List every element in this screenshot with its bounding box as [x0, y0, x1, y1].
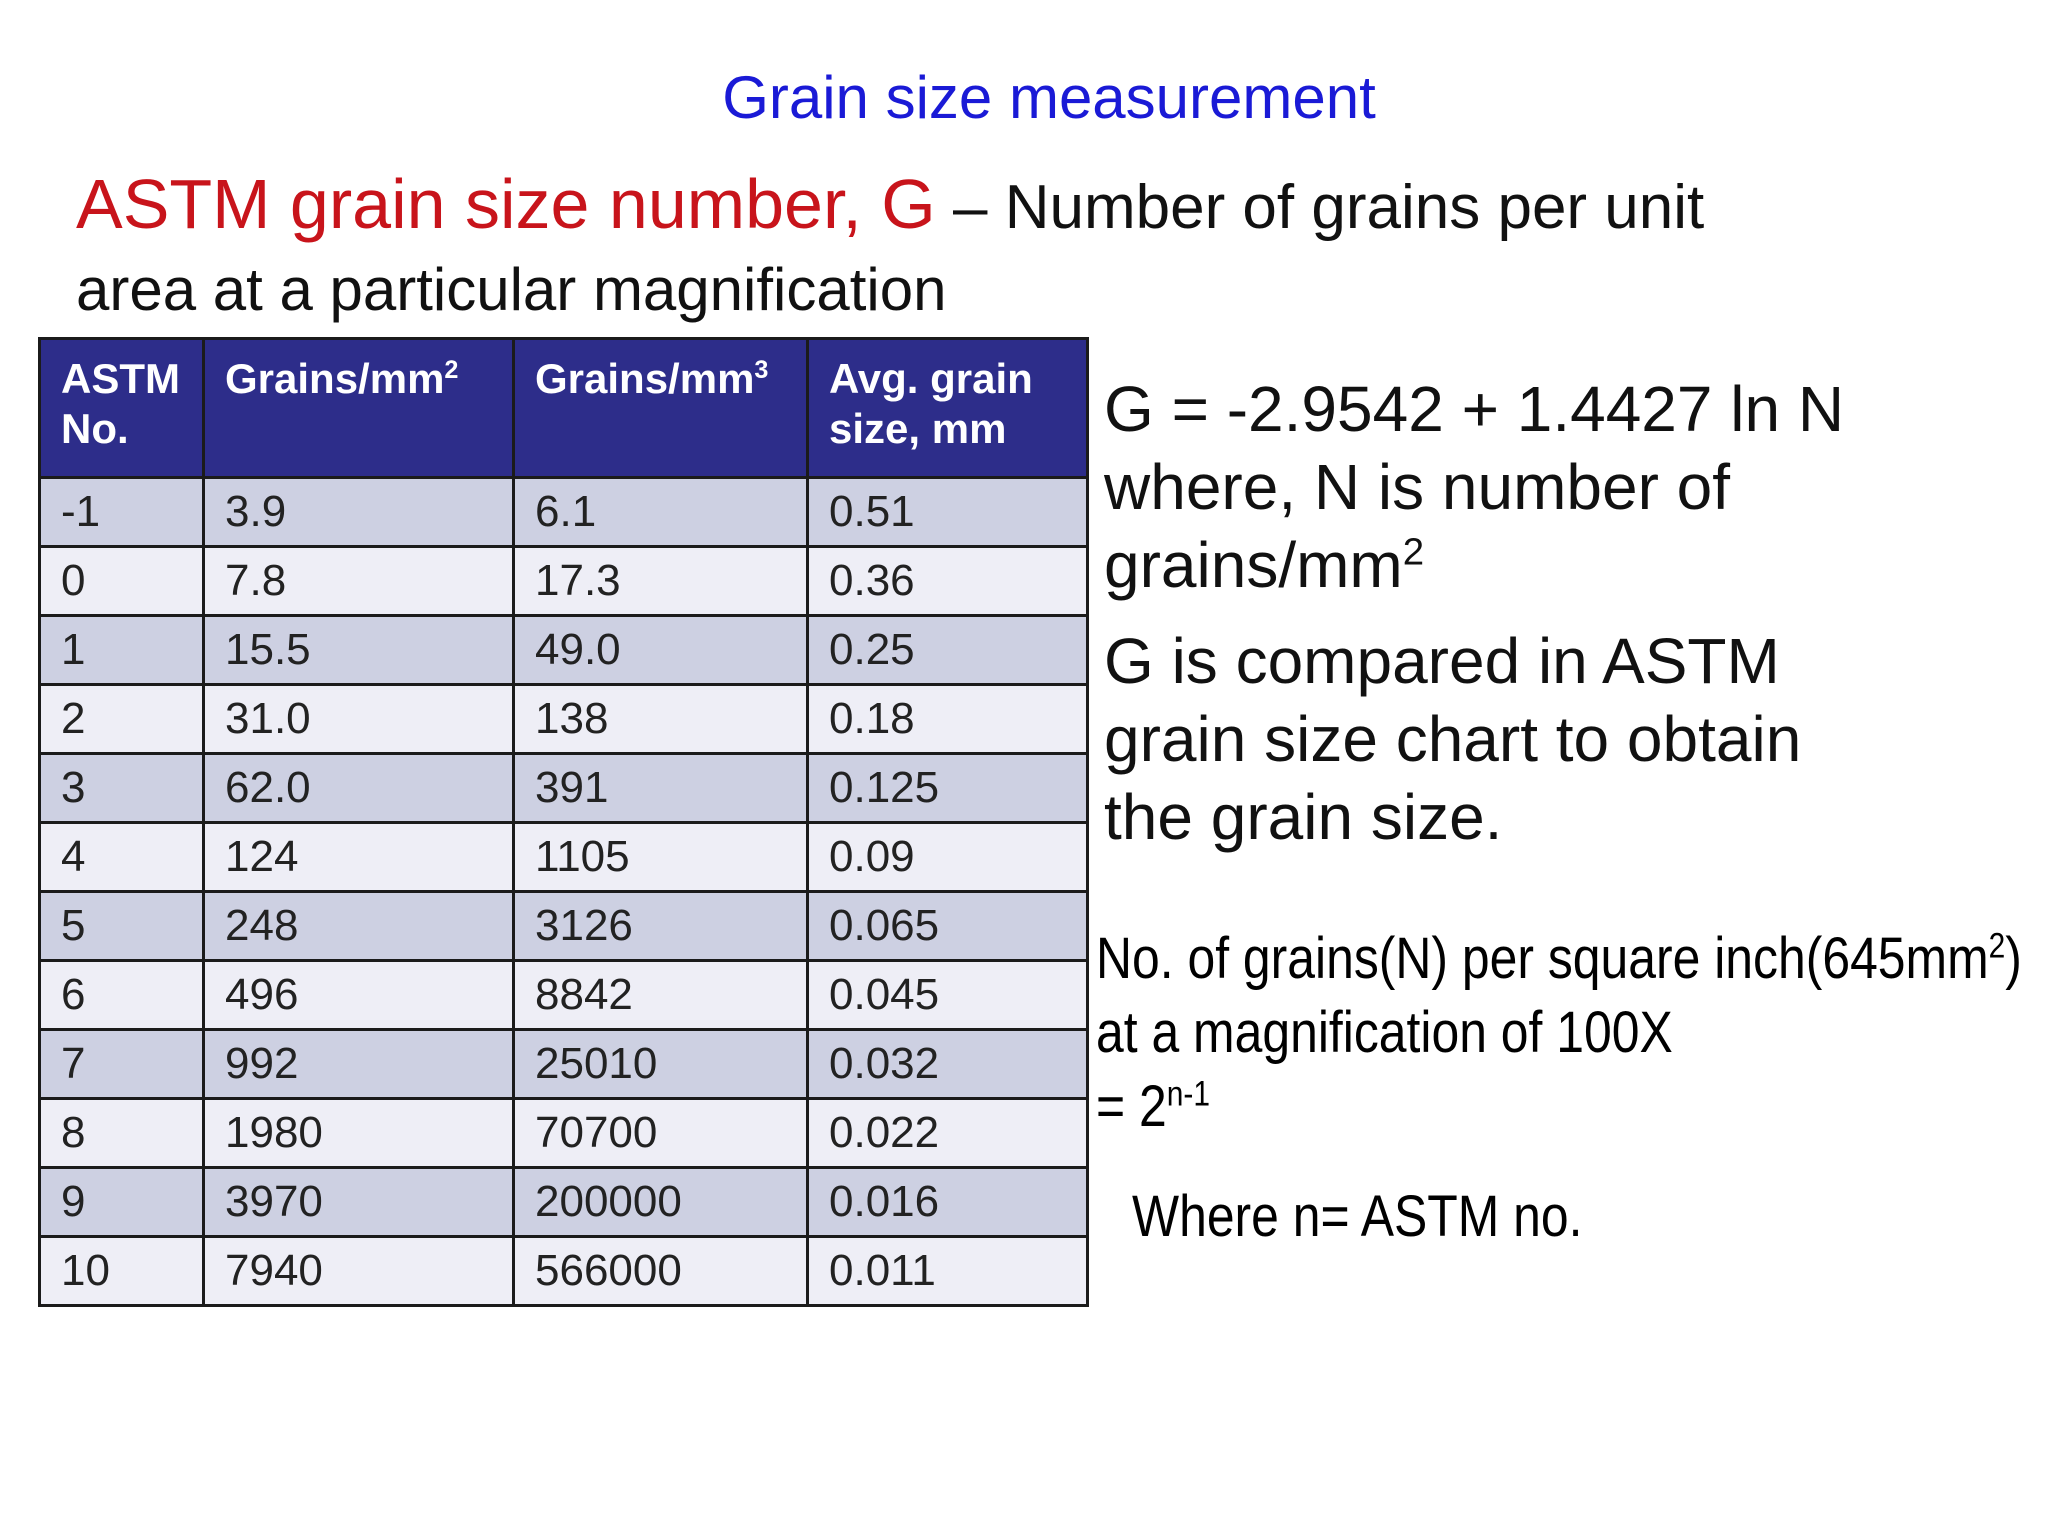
table-cell: 200000 — [514, 1168, 808, 1237]
table-cell: 7940 — [204, 1237, 514, 1306]
table-cell: 0.09 — [808, 823, 1088, 892]
table-cell: 8842 — [514, 961, 808, 1030]
header-grains-per-mm2: Grains/$mm^2$ — [204, 339, 514, 478]
subtitle-rest: – Number of grains per unit — [935, 173, 1705, 242]
grains-per-square-inch-note — [1096, 922, 2022, 1144]
slide-title: Grain size measurement — [722, 64, 1376, 131]
table-cell: 124 — [204, 823, 514, 892]
subtitle — [76, 162, 1976, 330]
compare-line-2: grain size chart to obtain — [1104, 703, 1802, 775]
table-cell: 0.25 — [808, 616, 1088, 685]
table-cell: 9 — [40, 1168, 204, 1237]
table-row — [40, 754, 1088, 823]
note-line-1: No. of grains(N) per square $inch(645mm^2)$ — [1096, 926, 2022, 991]
table-row — [40, 478, 1088, 547]
header-grains-per-mm3: Grains/$mm^3$ — [514, 339, 808, 478]
formula-where: where, N is number of — [1104, 451, 1731, 523]
grain-size-table — [38, 337, 1089, 1307]
table-body — [40, 478, 1088, 1306]
where-n-note: Where n= ASTM no. — [1132, 1184, 1583, 1249]
table-cell: 0.045 — [808, 961, 1088, 1030]
table-cell: 5 — [40, 892, 204, 961]
table-cell: 0.51 — [808, 478, 1088, 547]
header-avg-grain-size: Avg. grain size, mm — [808, 339, 1088, 478]
compare-line-1: G is compared in ASTM — [1104, 625, 1780, 697]
compare-line-3: the grain size. — [1104, 781, 1503, 853]
table-row — [40, 685, 1088, 754]
table-cell: 6 — [40, 961, 204, 1030]
table-cell: 566000 — [514, 1237, 808, 1306]
table-cell: 1105 — [514, 823, 808, 892]
table-row — [40, 892, 1088, 961]
table-cell: 4 — [40, 823, 204, 892]
table-cell: 0.065 — [808, 892, 1088, 961]
table-cell: 0 — [40, 547, 204, 616]
table-cell: 31.0 — [204, 685, 514, 754]
compare-block — [1104, 622, 2004, 856]
formula-unit: grains/$mm^2$ — [1104, 529, 1425, 601]
formula-equation: G = -2.9542 + 1.4427 ln N — [1104, 373, 1845, 445]
table-cell: -1 — [40, 478, 204, 547]
table-cell: 3 — [40, 754, 204, 823]
table-cell: 7 — [40, 1030, 204, 1099]
table-row — [40, 1099, 1088, 1168]
table-cell: 992 — [204, 1030, 514, 1099]
table-cell: 0.016 — [808, 1168, 1088, 1237]
table-cell: 49.0 — [514, 616, 808, 685]
table-header-row — [40, 339, 1088, 478]
table-cell: 0.36 — [808, 547, 1088, 616]
table-cell: 6.1 — [514, 478, 808, 547]
table-cell: 7.8 — [204, 547, 514, 616]
table-cell: 248 — [204, 892, 514, 961]
formula-block — [1104, 370, 2004, 604]
table-cell: 0.011 — [808, 1237, 1088, 1306]
subtitle-highlight: ASTM grain size number, G — [76, 165, 936, 243]
table-cell: 0.18 — [808, 685, 1088, 754]
table-row — [40, 823, 1088, 892]
table-cell: 3126 — [514, 892, 808, 961]
table-row — [40, 1030, 1088, 1099]
table-cell: 3.9 — [204, 478, 514, 547]
table-cell: 25010 — [514, 1030, 808, 1099]
table-cell: 10 — [40, 1237, 204, 1306]
table-cell: 391 — [514, 754, 808, 823]
table-row — [40, 547, 1088, 616]
table-cell: 2 — [40, 685, 204, 754]
table-cell: 3970 — [204, 1168, 514, 1237]
table-cell: 0.032 — [808, 1030, 1088, 1099]
table-cell: 8 — [40, 1099, 204, 1168]
table-cell: 138 — [514, 685, 808, 754]
table-cell: 0.125 — [808, 754, 1088, 823]
table-cell: 0.022 — [808, 1099, 1088, 1168]
table-row — [40, 1168, 1088, 1237]
table-cell: 1 — [40, 616, 204, 685]
table-row — [40, 616, 1088, 685]
note-line-2: at a magnification of 100X — [1096, 1000, 1673, 1065]
subtitle-line2: area at a particular magnification — [76, 256, 947, 323]
table-cell: 1980 — [204, 1099, 514, 1168]
table-cell: 17.3 — [514, 547, 808, 616]
table-row — [40, 1237, 1088, 1306]
table-cell: 15.5 — [204, 616, 514, 685]
header-astm-no: ASTM No. — [40, 339, 204, 478]
table-cell: 70700 — [514, 1099, 808, 1168]
table-cell: 496 — [204, 961, 514, 1030]
note-line-3: = $2^{n-1}$ — [1096, 1074, 1210, 1139]
table-cell: 62.0 — [204, 754, 514, 823]
table-row — [40, 961, 1088, 1030]
